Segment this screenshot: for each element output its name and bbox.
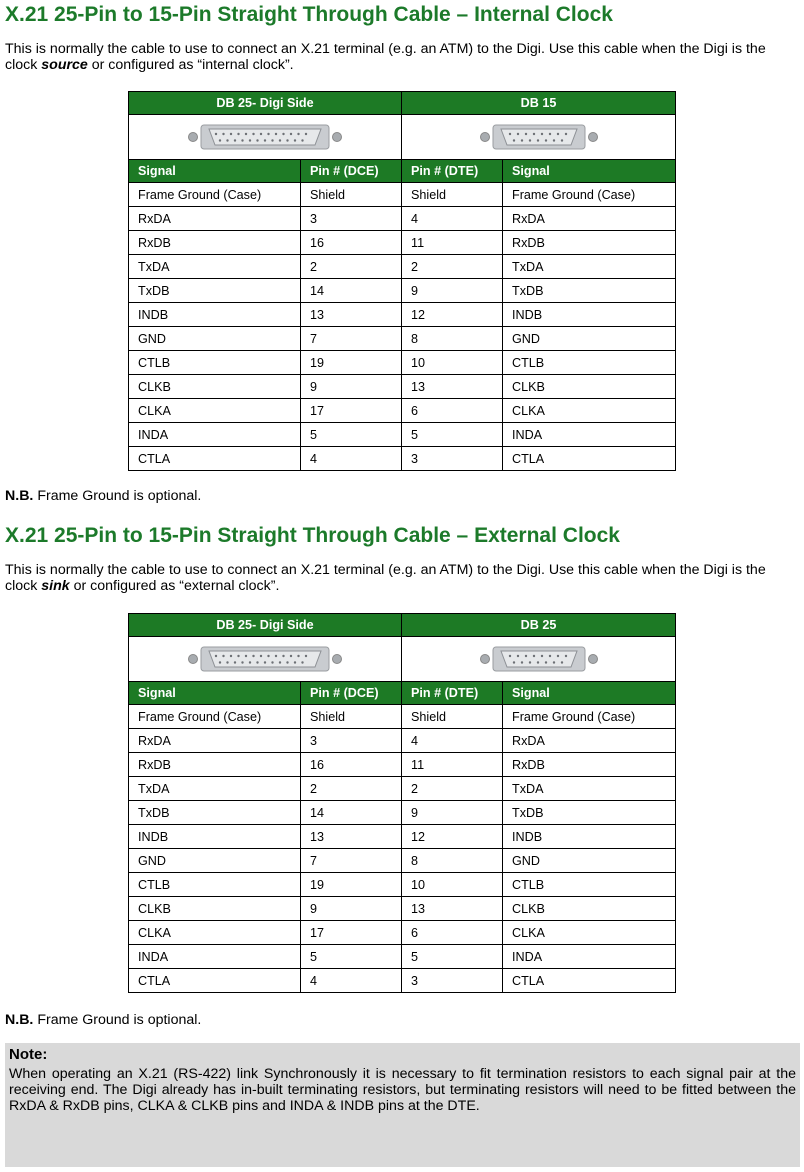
table-row — [129, 303, 676, 327]
table-cell: RxDA — [503, 207, 676, 231]
table-row — [129, 375, 676, 399]
table-cell: 2 — [301, 777, 402, 801]
note-body: When operating an X.21 (RS-422) link Synchronously it is necessary to fit termination resistors to each signal pair at the receiving end. The Digi already has in-built terminating resistors, but terminating resistors will need to be fitted between the RxDA & RxDB pins, CLKA & CLKB pins and INDA & INDB pins at the DTE. — [9, 1066, 796, 1114]
table-cell: RxDB — [129, 231, 301, 255]
table-cell: TxDA — [129, 777, 301, 801]
table-row — [129, 825, 676, 849]
table-cell: 2 — [402, 255, 503, 279]
table-cell: GND — [503, 327, 676, 351]
table-cell: TxDA — [503, 777, 676, 801]
intro-emphasis: source — [41, 57, 88, 73]
table-cell: 9 — [402, 801, 503, 825]
table-cell: 19 — [301, 873, 402, 897]
table-row — [129, 849, 676, 873]
table-cell: 6 — [402, 921, 503, 945]
table-cell: INDA — [503, 945, 676, 969]
table-cell: 17 — [301, 399, 402, 423]
table-cell: GND — [129, 849, 301, 873]
table-cell: 3 — [402, 447, 503, 471]
table-cell: CTLB — [503, 873, 676, 897]
left-connector-header: DB 25- Digi Side — [129, 614, 402, 637]
table-cell: 4 — [402, 729, 503, 753]
intro-text: This is normally the cable to use to connect an X.21 terminal (e.g. an ATM) to the Digi. Use this cable when the Digi is the clock — [5, 41, 766, 73]
table-cell: 12 — [402, 303, 503, 327]
table-cell: CTLA — [503, 447, 676, 471]
table-cell: INDA — [129, 423, 301, 447]
table-cell: CLKB — [129, 375, 301, 399]
column-header: Pin # (DTE) — [402, 160, 503, 183]
table-cell: INDB — [129, 825, 301, 849]
table-cell: INDB — [503, 825, 676, 849]
footnote-internal-clock — [5, 488, 201, 505]
section-title-internal-clock: X.21 25-Pin to 15-Pin Straight Through Cable – Internal Clock — [5, 3, 613, 26]
table-cell: CTLA — [503, 969, 676, 993]
footnote-label: N.B. — [5, 488, 34, 504]
table-cell: 11 — [402, 753, 503, 777]
table-row — [129, 753, 676, 777]
left-connector-header: DB 25- Digi Side — [129, 92, 402, 115]
db25-connector-icon — [185, 121, 345, 153]
table-cell: 3 — [301, 729, 402, 753]
table-row — [129, 921, 676, 945]
column-header: Signal — [503, 160, 676, 183]
table-cell: 5 — [402, 945, 503, 969]
table-row — [129, 183, 676, 207]
column-header: Pin # (DTE) — [402, 682, 503, 705]
table-cell: INDB — [129, 303, 301, 327]
table-cell: 17 — [301, 921, 402, 945]
table-cell: 3 — [402, 969, 503, 993]
section-title-external-clock: X.21 25-Pin to 15-Pin Straight Through Cable – External Clock — [5, 524, 620, 547]
db25-connector-icon — [185, 643, 345, 675]
connector-image-row — [129, 637, 676, 682]
table-cell: 7 — [301, 327, 402, 351]
table-cell: 10 — [402, 873, 503, 897]
intro-text-end: or configured as “external clock”. — [69, 578, 280, 594]
table-cell: 10 — [402, 351, 503, 375]
table-cell: 13 — [301, 825, 402, 849]
table-cell: RxDA — [129, 729, 301, 753]
table-cell: GND — [503, 849, 676, 873]
table-cell: Shield — [301, 705, 402, 729]
db25-connector-cell — [129, 115, 402, 160]
table-row — [129, 945, 676, 969]
table-cell: Shield — [301, 183, 402, 207]
pinout-table-internal-clock — [128, 91, 676, 471]
section-intro-external-clock — [5, 562, 800, 594]
column-header: Signal — [129, 160, 301, 183]
table-cell: CLKA — [503, 399, 676, 423]
table-cell: RxDB — [129, 753, 301, 777]
db15-connector-icon — [477, 121, 601, 153]
table-cell: Frame Ground (Case) — [503, 705, 676, 729]
table-cell: RxDB — [503, 231, 676, 255]
table-cell: CLKA — [129, 921, 301, 945]
table-row — [129, 255, 676, 279]
intro-text: This is normally the cable to use to connect an X.21 terminal (e.g. an ATM) to the Digi. Use this cable when the Digi is the clock — [5, 562, 766, 594]
table-cell: 5 — [301, 423, 402, 447]
table-cell: CLKB — [503, 897, 676, 921]
table-cell: 13 — [402, 897, 503, 921]
table-row — [129, 279, 676, 303]
table-cell: Shield — [402, 705, 503, 729]
table-cell: 4 — [301, 447, 402, 471]
table-row — [129, 447, 676, 471]
table-cell: 14 — [301, 279, 402, 303]
connector-header-row — [129, 92, 676, 115]
table-cell: 4 — [402, 207, 503, 231]
table-cell: TxDA — [129, 255, 301, 279]
table-cell: CTLB — [503, 351, 676, 375]
table-cell: RxDA — [129, 207, 301, 231]
table-cell: 5 — [402, 423, 503, 447]
intro-emphasis: sink — [41, 578, 70, 594]
section-intro-internal-clock — [5, 41, 800, 73]
column-header: Signal — [129, 682, 301, 705]
note-box — [5, 1043, 800, 1167]
table-cell: 8 — [402, 327, 503, 351]
footnote-text: Frame Ground is optional. — [33, 1012, 202, 1028]
db15-connector-cell — [402, 637, 676, 682]
table-cell: CTLB — [129, 873, 301, 897]
table-cell: 9 — [402, 279, 503, 303]
table-cell: RxDB — [503, 753, 676, 777]
table-cell: TxDB — [129, 801, 301, 825]
table-cell: Frame Ground (Case) — [129, 183, 301, 207]
connector-image-row — [129, 115, 676, 160]
db15-connector-icon — [477, 643, 601, 675]
table-cell: 4 — [301, 969, 402, 993]
table-cell: INDB — [503, 303, 676, 327]
table-cell: CLKA — [129, 399, 301, 423]
table-cell: 13 — [402, 375, 503, 399]
table-cell: 14 — [301, 801, 402, 825]
table-cell: Frame Ground (Case) — [129, 705, 301, 729]
table-cell: 2 — [402, 777, 503, 801]
table-cell: 19 — [301, 351, 402, 375]
right-connector-header: DB 25 — [402, 614, 676, 637]
table-cell: 8 — [402, 849, 503, 873]
table-row — [129, 327, 676, 351]
table-row — [129, 801, 676, 825]
footnote-label: N.B. — [5, 1012, 34, 1028]
table-cell: TxDB — [503, 801, 676, 825]
table-cell: CTLA — [129, 969, 301, 993]
column-header: Pin # (DCE) — [301, 160, 402, 183]
table-cell: 12 — [402, 825, 503, 849]
db15-connector-cell — [402, 115, 676, 160]
footnote-external-clock — [5, 1012, 201, 1029]
table-cell: 11 — [402, 231, 503, 255]
table-cell: 9 — [301, 375, 402, 399]
table-row — [129, 231, 676, 255]
table-cell: CLKB — [129, 897, 301, 921]
table-cell: 9 — [301, 897, 402, 921]
table-cell: CLKA — [503, 921, 676, 945]
table-cell: 16 — [301, 753, 402, 777]
table-row — [129, 351, 676, 375]
table-row — [129, 777, 676, 801]
table-cell: CTLB — [129, 351, 301, 375]
table-cell: 13 — [301, 303, 402, 327]
table-cell: TxDB — [503, 279, 676, 303]
table-row — [129, 207, 676, 231]
table-cell: INDA — [129, 945, 301, 969]
column-header-row — [129, 160, 676, 183]
table-cell: Shield — [402, 183, 503, 207]
table-cell: 3 — [301, 207, 402, 231]
table-row — [129, 399, 676, 423]
table-cell: 16 — [301, 231, 402, 255]
column-header: Pin # (DCE) — [301, 682, 402, 705]
table-cell: GND — [129, 327, 301, 351]
table-cell: CLKB — [503, 375, 676, 399]
table-cell: RxDA — [503, 729, 676, 753]
table-cell: 6 — [402, 399, 503, 423]
table-body — [129, 183, 676, 471]
table-body — [129, 705, 676, 993]
table-row — [129, 969, 676, 993]
intro-text-end: or configured as “internal clock”. — [87, 57, 294, 73]
right-connector-header: DB 15 — [402, 92, 676, 115]
table-row — [129, 897, 676, 921]
pinout-table-external-clock — [128, 613, 676, 993]
table-row — [129, 423, 676, 447]
table-cell: 7 — [301, 849, 402, 873]
table-cell: TxDB — [129, 279, 301, 303]
column-header-row — [129, 682, 676, 705]
note-title: Note: — [9, 1046, 48, 1063]
table-cell: CTLA — [129, 447, 301, 471]
column-header: Signal — [503, 682, 676, 705]
table-cell: TxDA — [503, 255, 676, 279]
connector-header-row — [129, 614, 676, 637]
table-cell: Frame Ground (Case) — [503, 183, 676, 207]
db25-connector-cell — [129, 637, 402, 682]
table-cell: 2 — [301, 255, 402, 279]
table-row — [129, 705, 676, 729]
footnote-text: Frame Ground is optional. — [33, 488, 202, 504]
table-row — [129, 873, 676, 897]
table-cell: 5 — [301, 945, 402, 969]
table-row — [129, 729, 676, 753]
table-cell: INDA — [503, 423, 676, 447]
